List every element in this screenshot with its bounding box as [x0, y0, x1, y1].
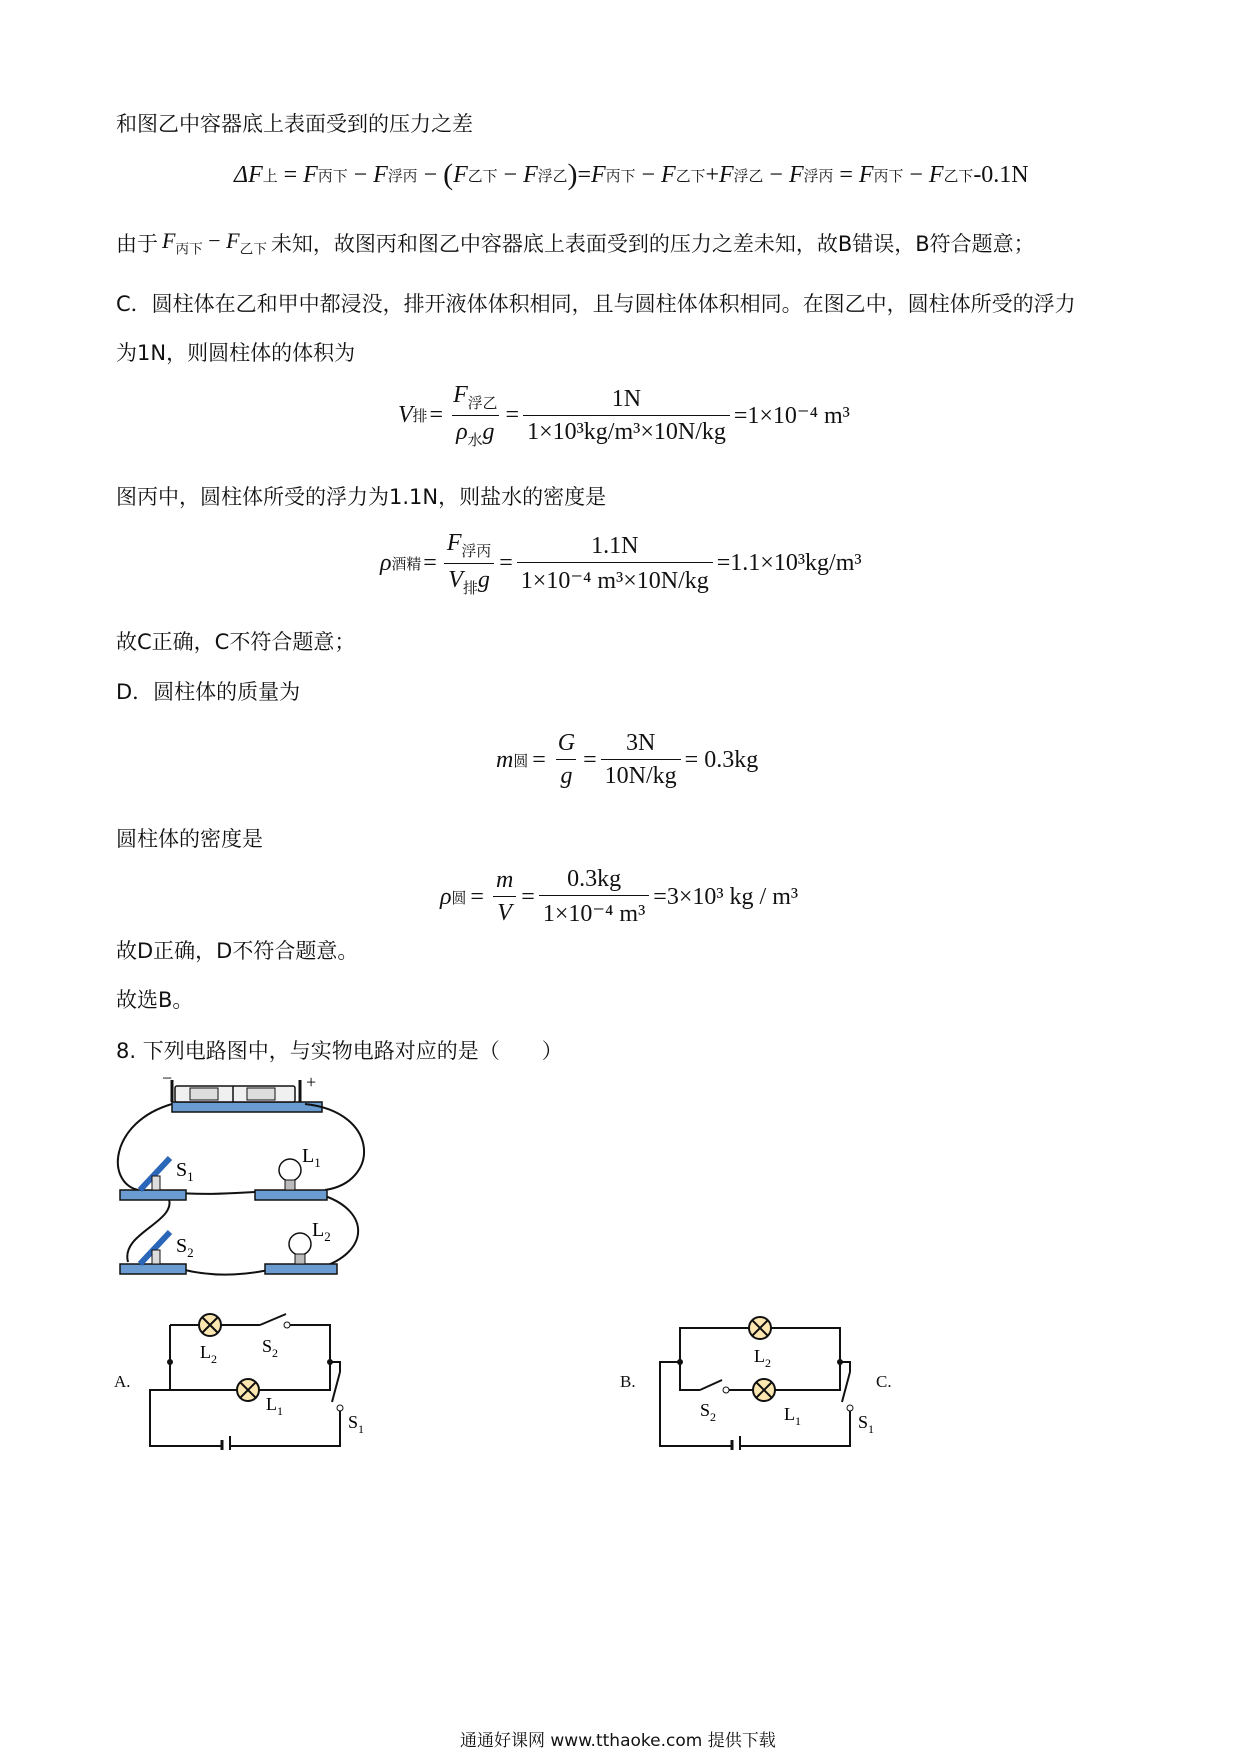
- eq2-sub-pai: 排: [412, 409, 428, 426]
- eq1-f8: F: [788, 161, 804, 188]
- eq4-num1: G: [557, 730, 576, 756]
- eq3-fraction-symbolic: [443, 530, 495, 598]
- opt-a-s1-label: [348, 1412, 364, 1436]
- line2-prefix: 由于: [116, 232, 158, 256]
- eq1-f6: F: [661, 161, 676, 188]
- text-line-4: 为1N，则圆柱体的体积为: [116, 341, 356, 365]
- eq1-sub-up: 上: [262, 168, 278, 185]
- lamp-l1-label: [302, 1145, 321, 1170]
- text-line-8: 圆柱体的密度是: [116, 827, 263, 851]
- eq4-result: = 0.3kg: [684, 746, 759, 773]
- opt-a-l1-letter: L: [266, 1394, 277, 1414]
- eq3-fraction-numeric: [517, 533, 713, 595]
- opt-b-l1-letter: L: [784, 1404, 795, 1424]
- eq1-sub3: 乙下: [467, 168, 498, 185]
- text-line-3: C．圆柱体在乙和甲中都浸没，排开液体体积相同，且与圆柱体体积相同。在图乙中，圆柱体所受的浮力: [116, 292, 1076, 316]
- opt-a-l2-letter: L: [200, 1342, 211, 1362]
- opt-b-s1-letter: S: [858, 1412, 869, 1432]
- eq1-sub6: 乙下: [675, 168, 706, 185]
- eq1-f10: F: [928, 161, 944, 188]
- eq3-den1-v: V: [448, 566, 463, 593]
- eq4-fraction-symbolic: [554, 730, 579, 790]
- option-b-circuit: [650, 1310, 890, 1450]
- eq3-sub: 酒精: [391, 557, 422, 574]
- opt-a-l2-label: [200, 1342, 217, 1366]
- eq1-f5: F: [591, 161, 606, 188]
- eq5-fraction-symbolic: [492, 867, 517, 927]
- eq3-den2: 1×10⁻⁴ m³×10N/kg: [517, 562, 713, 595]
- lamp-l2-sub: 2: [324, 1229, 331, 1244]
- eq3-num1-sub: 浮丙: [461, 543, 492, 560]
- eq2-fraction-numeric: [523, 386, 730, 446]
- eq2-den2: 1×10³kg/m³×10N/kg: [523, 415, 730, 446]
- eq1-f1: F: [303, 161, 318, 188]
- eq3-rho: ρ: [380, 550, 392, 577]
- eq4-sub: 圆: [513, 753, 529, 770]
- switch-s2-letter: S: [176, 1235, 188, 1257]
- text-line-2: [116, 228, 1035, 258]
- eq1-sub2: 浮丙: [387, 168, 418, 185]
- eq3-num1-f: F: [446, 530, 462, 556]
- lamp-l2-bulb: [289, 1233, 311, 1255]
- switch-s2-base: [120, 1264, 186, 1274]
- eq4-den1: g: [556, 759, 576, 790]
- eq1-f3: F: [453, 161, 468, 188]
- eq1-minus2: −: [423, 161, 438, 188]
- eq2-den1-g: g: [482, 418, 495, 445]
- equation-pressure-difference: [234, 158, 1029, 192]
- eq5-result: =3×10³ kg / m³: [653, 883, 799, 910]
- eq1-minus5: −: [769, 161, 783, 188]
- eq1-f7: F: [718, 161, 734, 188]
- battery-base: [172, 1102, 322, 1112]
- eq1-equals2: =: [577, 161, 592, 188]
- eq1-minus1: −: [353, 161, 368, 188]
- eq1-minus3: −: [503, 161, 518, 188]
- lamp-l2-base: [265, 1264, 337, 1274]
- equation-density-cylinder: ρ 圆 = $\frac{m}{V}$ = $\frac{0.3kg}{\text{1×10⁻⁴ m³}}$ =3×10³ kg / m³: [440, 866, 799, 927]
- opt-b-s2-letter: S: [700, 1400, 711, 1420]
- eq1-sub10: 乙下: [943, 168, 974, 185]
- eq1-sub5: 丙下: [605, 168, 636, 185]
- eq1-f2: F: [373, 161, 388, 188]
- opt-b-s1-label: [858, 1412, 874, 1436]
- eq4-num2: 3N: [625, 730, 656, 756]
- eq2-result: =1×10⁻⁴ m³: [733, 403, 850, 430]
- opt-b-s1-sub: 1: [868, 1422, 875, 1436]
- question-8: 8. 下列电路图中，与实物电路对应的是（ ）: [116, 1039, 563, 1063]
- eq5-rho: ρ: [440, 883, 452, 910]
- lamp-l2-letter: L: [312, 1219, 325, 1241]
- eq2-num1-sub: 浮乙: [467, 395, 498, 412]
- lamp-l1-letter: L: [302, 1145, 315, 1167]
- equation-mass: m 圆 = $\frac{G}{g}$ = $\frac{3N}{10N/kg}$ = 0.3kg: [496, 730, 759, 789]
- eq5-den2: 1×10⁻⁴ m³: [539, 895, 649, 928]
- eq1-minus6: −: [909, 161, 923, 188]
- option-a-label: A.: [114, 1372, 131, 1391]
- eq5-num1: m: [495, 867, 514, 893]
- eq1-delta: ΔF: [234, 161, 263, 188]
- eq4-den2: 10N/kg: [601, 759, 681, 790]
- equation-density-salt-water: ρ 酒精 = $\frac{F_{浮丙}}{V_排g}$ = $\frac{1.1N}{\text{1×10⁻⁴ m³×10N/kg}}$ =1.1×10³kg/m³: [380, 530, 862, 597]
- eq2-den1-sub: 水: [467, 432, 483, 449]
- eq5-den1: V: [493, 896, 516, 927]
- physical-circuit-figure: [110, 1072, 410, 1302]
- opt-a-l1-label: [266, 1394, 283, 1418]
- lamp-l1-bulb: [279, 1159, 301, 1181]
- opt-a-l2-sub: 2: [211, 1352, 217, 1366]
- eq4-m: m: [496, 746, 514, 773]
- lamp-l2-label: [312, 1219, 331, 1244]
- eq2-den1-rho: ρ: [456, 418, 468, 445]
- eq1-sub8: 浮丙: [803, 168, 834, 185]
- option-a-circuit: [140, 1310, 380, 1450]
- lamp-l1-sub: 1: [314, 1155, 321, 1170]
- eq3-result: =1.1×10³kg/m³: [716, 550, 862, 577]
- opt-b-l1-sub: 1: [795, 1414, 801, 1428]
- lamp-l1-symbol: [753, 1379, 775, 1401]
- switch-s1-letter: S: [176, 1159, 188, 1181]
- battery-minus-label: −: [162, 1072, 173, 1088]
- eq2-fraction-symbolic: [449, 382, 501, 450]
- text-line-5: 图丙中，圆柱体所受的浮力为1.1N，则盐水的密度是: [116, 485, 607, 509]
- opt-a-s2-sub: 2: [272, 1346, 279, 1360]
- eq5-fraction-numeric: [539, 866, 649, 928]
- opt-a-s1-letter: S: [348, 1412, 359, 1432]
- line2-sub1: 丙下: [175, 241, 203, 257]
- opt-a-s2-label: [262, 1336, 278, 1360]
- line2-inline-formula: [162, 228, 267, 257]
- eq1-rparen: ): [567, 158, 578, 191]
- switch-s2-label: [176, 1235, 194, 1260]
- line2-f2: F: [226, 228, 240, 254]
- eq1-f4: F: [523, 161, 538, 188]
- eq3-den1-sub: 排: [462, 580, 478, 597]
- opt-a-l1-sub: 1: [277, 1404, 283, 1418]
- lamp-l1-base: [255, 1190, 327, 1200]
- line2-suffix: 未知，故图丙和图乙中容器底上表面受到的压力之差未知，故B错误，B符合题意；: [270, 232, 1035, 256]
- line2-sub2: 乙下: [239, 241, 267, 257]
- opt-b-l2-label: [754, 1346, 771, 1370]
- wire-1: [118, 1104, 172, 1190]
- lamp-l2-symbol: [749, 1317, 771, 1339]
- eq1-equals3: =: [839, 161, 853, 188]
- eq3-den1-g: g: [477, 566, 490, 593]
- text-line-7: D．圆柱体的质量为: [116, 680, 301, 704]
- eq1-plus: +: [705, 161, 719, 188]
- eq5-sub: 圆: [451, 890, 467, 907]
- eq1-tail: -0.1N: [973, 161, 1029, 188]
- switch-s1-base: [120, 1190, 186, 1200]
- battery-plus-label: +: [306, 1072, 317, 1092]
- eq1-equals: =: [283, 161, 298, 188]
- switch-s1-blade: [842, 1372, 850, 1402]
- eq1-sub7: 浮乙: [733, 168, 764, 185]
- eq4-fraction-numeric: [601, 730, 681, 790]
- opt-a-s2-letter: S: [262, 1336, 273, 1356]
- opt-b-s2-label: [700, 1400, 716, 1424]
- option-b-label: B.: [620, 1372, 636, 1391]
- switch-s1-blade: [332, 1372, 340, 1402]
- opt-b-s2-sub: 2: [710, 1410, 717, 1424]
- eq1-sub4: 浮乙: [537, 168, 568, 185]
- switch-s1-label: [176, 1159, 194, 1184]
- eq1-sub1: 丙下: [317, 168, 348, 185]
- switch-s1-sub: 1: [187, 1169, 194, 1184]
- opt-b-l1-label: [784, 1404, 801, 1428]
- text-line-9: 故D正确，D不符合题意。: [116, 939, 359, 963]
- switch-s2-sub: 2: [187, 1245, 194, 1260]
- lamp-l2-symbol: [199, 1314, 221, 1336]
- opt-b-l2-sub: 2: [765, 1356, 771, 1370]
- eq3-num2: 1.1N: [591, 532, 639, 559]
- text-line-6: 故C正确，C不符合题意；: [116, 630, 356, 654]
- eq1-sub9: 丙下: [873, 168, 904, 185]
- line2-minus: −: [208, 228, 221, 254]
- option-c-label: C.: [876, 1372, 892, 1391]
- text-line-1: 和图乙中容器底上表面受到的压力之差: [116, 112, 473, 136]
- eq2-v: V: [398, 402, 413, 429]
- lamp-l1-symbol: [237, 1379, 259, 1401]
- opt-a-s1-sub: 1: [358, 1422, 365, 1436]
- eq5-num2: 0.3kg: [567, 866, 622, 892]
- eq1-lparen: (: [443, 158, 454, 191]
- line2-f1: F: [162, 228, 176, 254]
- equation-volume: V 排 = $\frac{F_{浮乙}}{\rho_水g}$ = $\frac{1N}{\text{1×10³kg/m³×10N/kg}}$ =1×10⁻⁴ m³: [398, 382, 850, 449]
- switch-s2-blade: [260, 1314, 286, 1325]
- eq2-num2: 1N: [611, 385, 642, 412]
- text-line-10: 故选B。: [116, 988, 194, 1012]
- eq1-f9: F: [858, 161, 874, 188]
- eq2-num1-f: F: [453, 382, 468, 408]
- page-footer: 通通好课网 www.tthaoke.com 提供下载: [460, 1731, 776, 1751]
- eq1-minus4: −: [641, 161, 656, 188]
- opt-b-l2-letter: L: [754, 1346, 765, 1366]
- switch-s2-blade: [700, 1380, 722, 1390]
